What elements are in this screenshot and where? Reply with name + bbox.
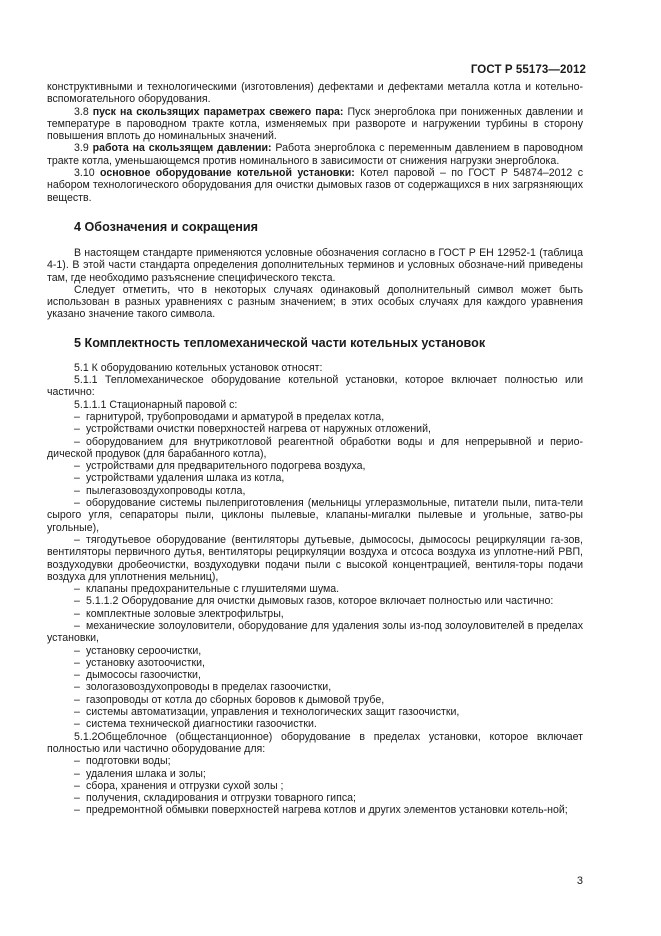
page-number: 3 — [576, 875, 583, 887]
term-name: основное оборудование котельной установки: — [100, 167, 355, 180]
list-marker: – — [74, 718, 80, 731]
list-item: – оборудование системы пылеприготовления (мельницы углеразмольные, питатели пыли, пита-тели сырого угля, сепараторы пыли, циклоны пылевые, клапаны-мигалки пылевые и угольные, затво-ры угольные), — [47, 497, 583, 534]
list-marker: – — [74, 435, 80, 448]
clause-5-1-1: 5.1.1 Тепломеханическое оборудование котельной установки, которое включает полностью или частично: — [47, 374, 583, 399]
list-marker: – — [74, 644, 80, 657]
list-marker: – — [74, 804, 80, 817]
term-3-9 — [47, 142, 583, 167]
list-marker: – — [74, 681, 80, 694]
list-marker: – — [74, 410, 80, 423]
list-item: – клапаны предохранительные с глушителями шума. — [74, 583, 340, 596]
list-marker: – — [74, 583, 80, 596]
list-marker: – — [74, 656, 80, 669]
section-4-heading: 4 Обозначения и сокращения — [74, 219, 258, 234]
list-marker: – — [74, 792, 80, 805]
section-5-heading: 5 Комплектность тепломеханической части котельных установок — [74, 335, 486, 350]
list-item: – оборудованием для внутрикотловой реагентной обработки воды и для непрерывной и перио-дической продувок (для барабанного котла), — [47, 435, 583, 460]
list-marker: – — [74, 497, 80, 510]
list-marker: – — [74, 619, 80, 632]
list-item: – пылегазовоздухопроводы котла, — [74, 484, 246, 497]
list-item: – устройствами очистки поверхностей нагрева от наружных отложений, — [74, 423, 431, 436]
list-marker: – — [74, 706, 80, 719]
list-item: – системы автоматизации, управления и технологических защит газоочистки, — [74, 706, 460, 719]
term-number: 3.8 — [74, 105, 93, 118]
continued-paragraph: конструктивными и технологическими (изготовления) дефектами и дефектами металла котла и котельно-вспомогательного оборудования. — [47, 81, 583, 106]
term-3-10 — [47, 167, 583, 204]
list-marker: – — [74, 460, 80, 473]
list-item: – газопроводы от котла до сборных боровов к дымовой трубе, — [74, 693, 385, 706]
list-marker: – — [74, 533, 80, 546]
term-3-8 — [47, 106, 583, 143]
list-item: – устройствами для предварительного подогрева воздуха, — [74, 460, 366, 473]
list-marker: – — [74, 607, 80, 620]
list-marker: – — [74, 472, 80, 485]
list-marker: – — [74, 767, 80, 780]
list-item: – подготовки воды; — [74, 755, 171, 768]
list-item: – предремонтной обмывки поверхностей нагрева котлов и других элементов установки котель-ной; — [74, 804, 568, 817]
list-item: – 5.1.1.2 Оборудование для очистки дымовых газов, которое включает полностью или частично: — [74, 595, 554, 608]
list-item: – сбора, хранения и отгрузки сухой золы ; — [74, 779, 284, 792]
list-item: – установку азотоочистки, — [74, 656, 205, 669]
list-item: – получения, складирования и отгрузки товарного гипса; — [74, 792, 356, 805]
term-definition: Пуск энергоблока при пониженных давлении и температуре в пароводном тракте котла, изменяемых при развороте и нагружении турбины в сторону повышения вплоть до номинальных значений. — [47, 105, 583, 143]
list-item: – зологазовоздухопроводы в пределах газоочистки, — [74, 681, 332, 694]
list-item: – гарнитурой, трубопроводами и арматурой в пределах котла, — [74, 410, 385, 423]
list-marker: – — [74, 595, 80, 608]
list-marker: – — [74, 779, 80, 792]
list-item: – дымососы газоочистки, — [74, 669, 201, 682]
equipment-list-2 — [47, 755, 583, 816]
term-number: 3.10 — [74, 167, 101, 180]
list-item: – комплектные золовые электрофильтры, — [74, 607, 284, 620]
term-number: 3.9 — [74, 142, 93, 155]
page-content — [47, 81, 583, 817]
term-definition: Работа энергоблока с переменным давлением в пароводном тракте котла, уменьшающемся против номинального в зависимости от снижения нагрузки энергоблока. — [47, 142, 584, 167]
list-marker: – — [74, 755, 80, 768]
list-item: – установку сероочистки, — [74, 644, 202, 657]
equipment-list-1 — [47, 411, 583, 731]
document-id-header: ГОСТ Р 55173—2012 — [470, 64, 586, 76]
term-name: работа на скользящем давлении: — [92, 142, 272, 155]
list-item: – удаления шлака и золы; — [74, 767, 206, 780]
list-marker: – — [74, 423, 80, 436]
clause-5-1: 5.1 К оборудованию котельных установок относят: — [74, 361, 323, 374]
list-item: – механические золоуловители, оборудование для удаления золы из-под золоуловителей в пределах установки, — [47, 619, 583, 645]
clause-5-1-1-1: 5.1.1.1 Стационарный паровой с: — [74, 398, 238, 411]
list-item: – система технической диагностики газоочистки. — [74, 718, 317, 731]
list-marker: – — [74, 669, 80, 682]
term-name: пуск на скользящих параметрах свежего пара: — [92, 105, 344, 118]
list-item: – устройствами удаления шлака из котла, — [74, 472, 285, 485]
term-definition: Котел паровой – по ГОСТ Р 54874–2012 с набором технологического оборудования для очистки дымовых газов от содержащихся в них загрязняющих веществ. — [47, 167, 584, 204]
section-4-paragraph: В настоящем стандарте применяются условные обозначения согласно в ГОСТ Р ЕН 12952-1 (таблица 4-1). В этой части стандарта определения дополнительных терминов и условных обозначе-ний приведены там, где необходимо разъяснение специфического текста. — [47, 246, 583, 284]
list-marker: – — [74, 484, 80, 497]
section-4-paragraph: Следует отметить, что в некоторых случаях одинаковый дополнительный символ может быть использован в разных уравнениях с разным значением; в этих особых случаях для каждого уравнения указано значение такого символа. — [47, 283, 583, 321]
clause-5-1-2: 5.1.2Общеблочное (общестанционное) оборудование в пределах установки, которое включает полностью или частично оборудование для: — [47, 730, 583, 755]
list-marker: – — [74, 693, 80, 706]
list-item: – тягодутьевое оборудование (вентиляторы дутьевые, дымососы, дымососы рециркуляции га-зов, вентиляторы первичного дутья, вентиляторы рециркуляции воздуха и отсоса воздуха из уплотне-ний РВП, воздуходувки дробеочистки, воздуходувки подачи пыли с высокой концентрацией, вентиля-торы подачи воздуха для уплотнения мельниц), — [47, 533, 583, 583]
